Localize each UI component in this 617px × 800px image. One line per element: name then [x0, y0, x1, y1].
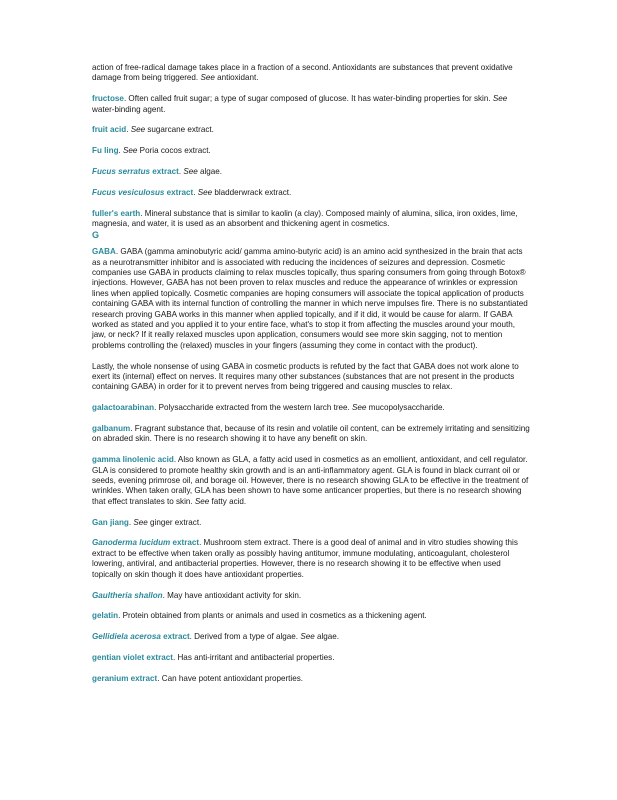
- entry-definition: . Mushroom stem extract. There is a good deal of animal and in vitro studies showing this extract to be effective when taken orally as possibly having antitumor, immune modulating, anticoagulant, cholesterol lowering, antiviral, and antibacterial properties. However, there is no research showing it to be effective when used topically on skin though it does have antioxidant properties.: [92, 538, 518, 579]
- glossary-page: [92, 63, 530, 694]
- glossary-entry: [92, 653, 530, 663]
- glossary-entry: [92, 125, 530, 135]
- see-target: sugarcane extract.: [145, 125, 214, 135]
- glossary-entry: [92, 362, 530, 393]
- entry-definition: . Often called fruit sugar; a type of sugar composed of glucose. It has water-binding properties for skin.: [123, 94, 493, 104]
- entry-term-suffix: extract: [170, 538, 200, 548]
- glossary-entry: [92, 247, 530, 351]
- see-target: fatty acid.: [209, 496, 247, 506]
- entry-term: Fucus serratus: [92, 167, 151, 176]
- entry-definition: . GABA (gamma aminobutyric acid/ gamma amino-butyric acid) is an amino acid synthesized in the brain that acts as a neurotransmitter inhibitor and is associated with reducing the incidences of seizures and depression. Cosmetic companies use GABA in products claiming to relax muscles topically, thus sparing consumers from going through Botox® injections. However, GABA has not been proven to relax muscles and reduce the appearance of wrinkles or expression lines when applied topically. Cosmetic companies are hoping consumers will associate the topical application of products containing GABA with its internal function of controlling the manner in which nerve impulses fire. There is no substantiated research proving GABA works in this manner when applied topically, and if it did, it would be cause for alarm. If GABA worked as stated and you applied it to your entire face, what's to stop it from affecting the muscles around your mouth, jaw, or neck? If it really relaxed muscles upon application, consumers would see more skin sagging, not to mention problems controlling the (relaxed) muscles in your fingers (assuming they come in contact with the product).: [92, 247, 528, 350]
- glossary-entry: [92, 188, 530, 198]
- see-target: mucopolysaccharide.: [366, 403, 445, 413]
- see-target: algae.: [314, 632, 340, 642]
- see-reference: See: [352, 403, 367, 413]
- entry-definition: .: [128, 517, 134, 527]
- entry-term: Fu ling: [92, 146, 119, 156]
- entry-definition: .: [193, 187, 198, 197]
- entry-definition: . Polysaccharide extracted from the western larch tree.: [154, 403, 353, 413]
- entry-definition: . Fragrant substance that, because of its resin and volatile oil content, can be extremely irritating and sensitizing on abraded skin. There is no research showing it to have any benefit on skin.: [92, 424, 530, 444]
- entry-definition: .: [178, 167, 184, 176]
- entry-term: Gaultheria shallon: [92, 590, 163, 600]
- entry-term-suffix: extract: [150, 167, 179, 176]
- entry-definition: Lastly, the whole nonsense of using GABA in cosmetic products is refuted by the fact that GABA does not work alone to exert its (internal) effect on nerves. It requires many other substances (substances that are not present in the products containing GABA) in order for it to prevent nerves from being triggered and causing muscles to relax.: [92, 361, 519, 392]
- entry-term: fruit acid: [92, 125, 127, 135]
- entry-term: fuller's earth: [92, 208, 141, 218]
- g-entries: [92, 247, 530, 684]
- entry-term: Ganoderma lucidum: [92, 538, 171, 548]
- entry-term: GABA: [92, 247, 116, 257]
- entry-definition: action of free-radical damage takes place in a fraction of a second. Antioxidants are substances that prevent oxidative damage from being triggered.: [92, 63, 513, 83]
- glossary-entry: [92, 63, 530, 84]
- entry-definition: . Protein obtained from plants or animals and used in cosmetics as a thickening agent.: [118, 611, 427, 621]
- glossary-entry: [92, 591, 530, 601]
- entry-definition: . Mineral substance that is similar to kaolin (a clay). Composed mainly of alumina, silica, iron oxides, lime, magnesia, and water, it is used as an absorbent and thickening agent in cosmetics.: [92, 208, 518, 228]
- see-reference: See: [194, 496, 210, 506]
- see-target: algae.: [197, 167, 223, 176]
- glossary-entry: [92, 94, 530, 115]
- glossary-entry: [92, 632, 530, 642]
- glossary-entry: [92, 674, 530, 684]
- entry-term: Gan jiang: [92, 517, 129, 527]
- entry-definition: . Derived from a type of algae.: [189, 632, 301, 642]
- entry-definition: .: [126, 125, 131, 135]
- f-entries: [92, 63, 530, 229]
- see-reference: See: [200, 73, 215, 83]
- section-letter: G: [92, 229, 100, 240]
- glossary-entry: [92, 403, 530, 413]
- glossary-entry: [92, 167, 530, 177]
- glossary-entry: [92, 455, 530, 507]
- see-target: antioxidant.: [214, 73, 259, 83]
- entry-term: gelatin: [92, 611, 119, 621]
- entry-definition: . Also known as GLA, a fatty acid used in cosmetics as an emollient, antioxidant, and cell regulator. GLA is considered to promote healthy skin growth and is an anti-inflammatory agent. GLA is found in black currant oil or seeds, evening primrose oil, and borage oil. However, there is no research showing GLA to be effective in the treatment of wrinkles. When taken orally, GLA has been shown to have some anticancer properties, but there is no research showing that effect translates to skin.: [92, 455, 529, 506]
- entry-term: gentian violet extract: [92, 652, 173, 662]
- entry-term: geranium extract: [92, 673, 158, 683]
- entry-definition: . May have antioxidant activity for skin.: [162, 590, 302, 600]
- entry-term: gamma linolenic acid: [92, 455, 174, 465]
- see-reference: See: [133, 517, 148, 527]
- entry-definition: .: [118, 146, 124, 156]
- glossary-entry: [92, 424, 530, 445]
- entry-definition: . Can have potent antioxidant properties.: [157, 673, 304, 683]
- see-target: bladderwrack extract.: [212, 187, 292, 197]
- entry-definition: . Has anti-irritant and antibacterial properties.: [172, 652, 335, 662]
- glossary-entry: [92, 146, 530, 156]
- glossary-entry: [92, 611, 530, 621]
- see-reference: See: [197, 187, 213, 197]
- see-target: Poria cocos extract.: [137, 146, 211, 156]
- see-target: water-binding agent.: [92, 104, 166, 114]
- entry-term: galactoarabinan: [92, 403, 155, 413]
- entry-term: Gellidiela acerosa: [92, 632, 161, 642]
- entry-term: fructose: [92, 94, 124, 104]
- glossary-entry: [92, 209, 530, 230]
- see-reference: See: [492, 94, 508, 104]
- entry-term: Fucus vesiculosus: [92, 187, 165, 197]
- see-reference: See: [183, 167, 198, 176]
- entry-term-suffix: extract: [160, 632, 190, 642]
- glossary-entry: [92, 518, 530, 528]
- see-reference: See: [300, 632, 315, 642]
- see-reference: See: [130, 125, 146, 135]
- entry-term-suffix: extract: [164, 187, 194, 197]
- entry-term: galbanum: [92, 424, 131, 434]
- glossary-entry: [92, 538, 530, 580]
- see-reference: See: [123, 146, 138, 156]
- see-target: ginger extract.: [147, 517, 202, 527]
